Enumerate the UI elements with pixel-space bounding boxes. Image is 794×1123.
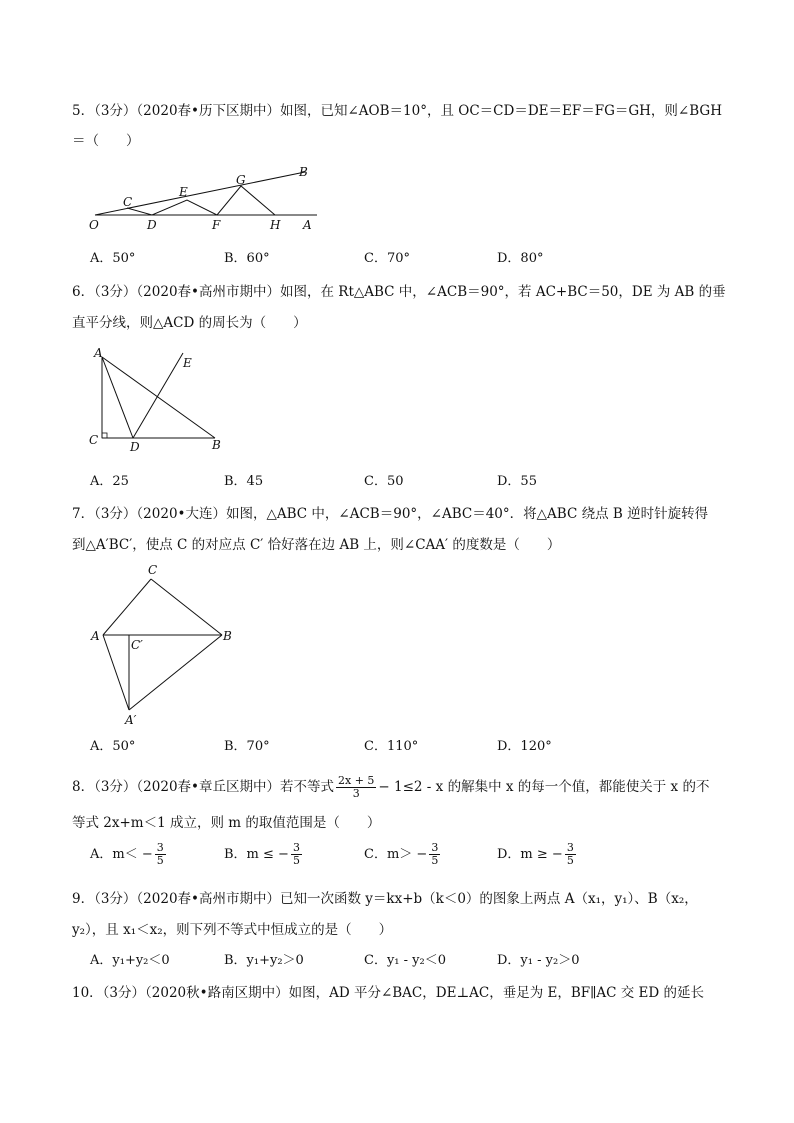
q5-option-d[interactable]: D．80°	[497, 251, 544, 266]
q7-label-A: A	[91, 629, 100, 643]
q8-option-d-den: 5	[566, 854, 574, 867]
q7-label-A-prime: A′	[125, 713, 137, 727]
q7-stem-line1: 7．（3分）（2020•大连）如图，△ABC 中，∠ACB＝90°，∠ABC＝40°．将△ABC 绕点 B 逆时针旋转得	[72, 506, 709, 522]
q6-option-c[interactable]: C．50	[364, 474, 404, 489]
q7-label-C-prime: C′	[131, 638, 143, 652]
q7-label-B: B	[223, 629, 232, 643]
q6-label-E: E	[183, 356, 192, 370]
q8-option-a[interactable]	[90, 842, 168, 867]
q10-stem-line1: 10．（3分）（2020秋•路南区期中）如图，AD 平分∠BAC，DE⊥AC，垂足为 E，BF∥AC 交 ED 的延长	[72, 985, 705, 1001]
q5-label-E: E	[179, 185, 188, 199]
q5-figure	[85, 162, 325, 237]
q6-label-D: D	[130, 440, 140, 454]
q8-option-c[interactable]	[364, 842, 442, 867]
q8-option-d-label: D．m ≥ −	[497, 847, 563, 862]
q5-label-A: A	[303, 218, 312, 232]
q5-label-B: B	[299, 165, 308, 179]
q5-stem-line2: ＝（ ）	[72, 133, 140, 149]
q7-option-c[interactable]: C．110°	[364, 739, 419, 754]
q7-option-b[interactable]: B．70°	[224, 739, 270, 754]
q8-option-b-num: 3	[292, 841, 300, 854]
q8-option-b-fraction	[291, 842, 302, 867]
q8-option-a-num: 3	[156, 841, 164, 854]
q9-option-a[interactable]: A．y₁+y₂＜0	[90, 953, 170, 968]
q8-fraction-den: 3	[352, 787, 360, 800]
q5-label-F: F	[212, 218, 221, 232]
q8-option-c-den: 5	[431, 854, 439, 867]
q6-option-b[interactable]: B．45	[224, 474, 264, 489]
q7-label-C: C	[148, 563, 158, 577]
q7-option-d[interactable]: D．120°	[497, 739, 552, 754]
q8-option-d-num: 3	[566, 841, 574, 854]
q8-fraction-num: 2x + 5	[338, 774, 375, 787]
q5-label-G: G	[236, 173, 246, 187]
q6-label-C: C	[89, 433, 99, 447]
q8-stem-line1	[72, 775, 709, 800]
q6-figure	[85, 345, 235, 455]
q8-option-c-fraction	[429, 842, 440, 867]
q8-option-c-label: C．m＞ −	[364, 847, 428, 862]
q8-option-a-fraction	[155, 842, 166, 867]
q9-stem-line1: 9．（3分）（2020春•高州市期中）已知一次函数 y＝kx+b（k＜0）的图象上两点 A（x₁，y₁）、B（x₂，	[72, 891, 698, 907]
q8-option-a-den: 5	[156, 854, 164, 867]
q5-label-H: H	[270, 218, 281, 232]
q8-stem-prefix: 8．（3分）（2020春•章丘区期中）若不等式	[72, 779, 334, 795]
q5-label-D: D	[147, 218, 157, 232]
q5-label-C: C	[123, 195, 133, 209]
q6-option-d[interactable]: D．55	[497, 474, 537, 489]
q8-option-a-label: A．m＜ −	[90, 847, 153, 862]
q8-option-d[interactable]	[497, 842, 578, 867]
q8-stem-suffix: − 1≤2 - x 的解集中 x 的每一个值，都能使关于 x 的不	[378, 779, 710, 795]
q5-option-a[interactable]: A．50°	[90, 251, 136, 266]
q8-option-c-num: 3	[431, 841, 439, 854]
q8-fraction	[336, 775, 376, 800]
q8-option-b[interactable]	[224, 842, 304, 867]
q6-label-A: A	[94, 346, 103, 360]
q8-option-d-fraction	[565, 842, 576, 867]
q5-stem-line1: 5．（3分）（2020春•历下区期中）如图，已知∠AOB＝10°，且 OC＝CD＝DE＝EF＝FG＝GH，则∠BGH	[72, 103, 722, 119]
q5-option-c[interactable]: C．70°	[364, 251, 410, 266]
q7-figure	[85, 562, 245, 727]
q6-option-a[interactable]: A．25	[90, 474, 129, 489]
q8-option-b-den: 5	[292, 854, 300, 867]
q7-option-a[interactable]: A．50°	[90, 739, 136, 754]
q8-option-b-label: B．m ≤ −	[224, 847, 289, 862]
q9-option-c[interactable]: C．y₁ - y₂＜0	[364, 953, 446, 968]
q7-stem-line2: 到△A′BC′，使点 C 的对应点 C′ 恰好落在边 AB 上，则∠CAA′ 的度数是（ ）	[72, 537, 561, 553]
q9-option-b[interactable]: B．y₁+y₂＞0	[224, 953, 304, 968]
q9-stem-line2: y₂），且 x₁＜x₂，则下列不等式中恒成立的是（ ）	[72, 922, 393, 938]
q6-label-B: B	[212, 438, 221, 452]
q8-stem-line2: 等式 2x+m＜1 成立，则 m 的取值范围是（ ）	[72, 815, 381, 831]
q5-label-O: O	[89, 218, 99, 232]
q5-option-b[interactable]: B．60°	[224, 251, 270, 266]
q9-option-d[interactable]: D．y₁ - y₂＞0	[497, 953, 580, 968]
q6-stem-line1: 6．（3分）（2020春•高州市期中）如图，在 Rt△ABC 中，∠ACB＝90°，若 AC+BC＝50，DE 为 AB 的垂	[72, 284, 726, 300]
q6-stem-line2: 直平分线，则△ACD 的周长为（ ）	[72, 315, 307, 331]
